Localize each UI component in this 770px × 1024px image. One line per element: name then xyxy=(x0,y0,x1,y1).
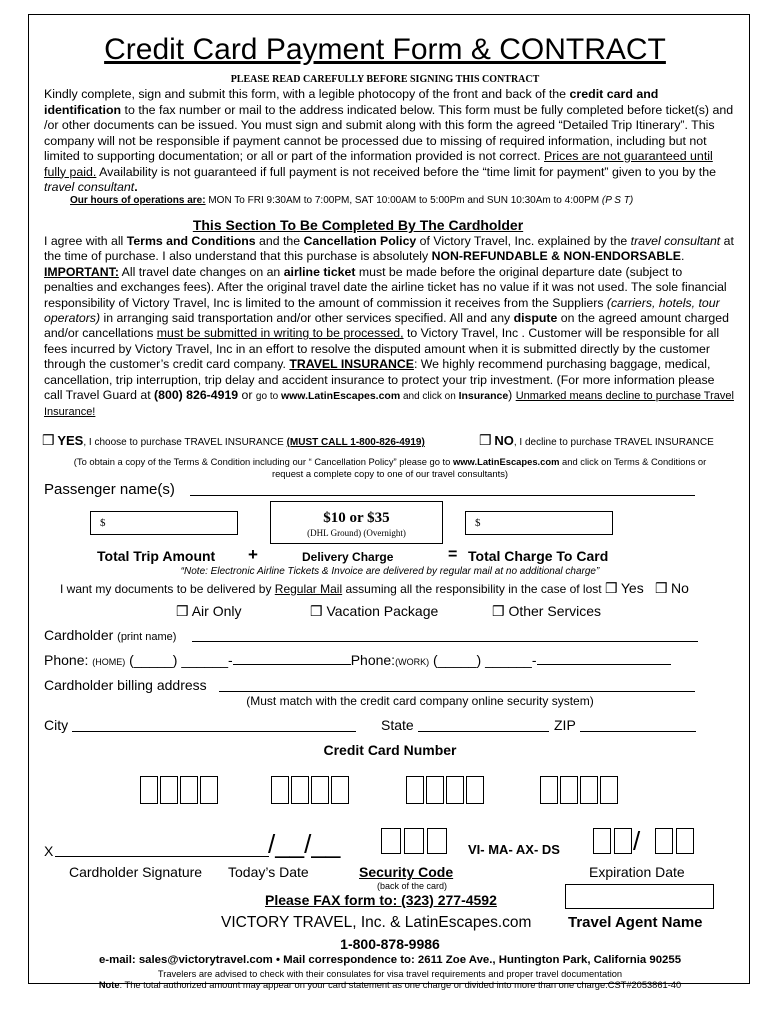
agreement-italic: travel consultant xyxy=(630,234,721,248)
signature-x: X xyxy=(44,843,54,859)
regular-mail-label: Regular Mail xyxy=(274,582,343,596)
agreement-text: of Victory Travel, Inc. explained by the xyxy=(416,234,631,248)
travel-agent-name-label: Travel Agent Name xyxy=(568,914,703,931)
total-trip-amount-field[interactable] xyxy=(90,511,238,535)
dollar-sign: $ xyxy=(100,517,106,529)
todays-date-label: Today’s Date xyxy=(228,864,309,880)
agreement-text: I agree with all xyxy=(44,234,127,248)
card-digit-box[interactable] xyxy=(180,776,198,804)
card-digit-box[interactable] xyxy=(466,776,484,804)
total-charge-label: Total Charge To Card xyxy=(468,548,609,564)
important-label: IMPORTANT: xyxy=(44,264,119,279)
work-area-code-field[interactable]: (_____) xyxy=(432,652,482,668)
insurance-no-option[interactable] xyxy=(479,432,714,449)
other-services-checkbox[interactable]: ❒ xyxy=(492,603,505,619)
passenger-name-field[interactable] xyxy=(190,495,695,496)
air-only-label: Air Only xyxy=(191,603,242,619)
visa-advice: Travelers are advised to check with their consulates for visa travel requirements and proper travel documentation xyxy=(157,969,623,979)
agreement-text: to Victory Travel, Inc . Customer will be responsible for all fees incurred by Victory Travel, Inc in an effort to resolve the disputed amount when it is submitted directly by the customer through the customer’s credit card company. xyxy=(44,326,720,372)
vacation-package-checkbox[interactable]: ❒ xyxy=(310,603,323,619)
agreement-text: go to xyxy=(255,391,281,403)
terms-link[interactable]: www.LatinEscapes.com xyxy=(452,456,560,467)
signature-field[interactable] xyxy=(55,856,255,857)
work-number-rule[interactable] xyxy=(537,664,671,665)
agreement-text: All travel date changes on an xyxy=(118,264,284,279)
email-address-line: e-mail: sales@victorytravel.com • Mail correspondence to: 2611 Zoe Ave., Huntington Park, California 90255 xyxy=(98,954,682,966)
cancellation-policy: Cancellation Policy xyxy=(303,234,417,248)
read-carefully-notice: PLEASE READ CAREFULLY BEFORE SIGNING THIS CONTRACT xyxy=(230,74,540,85)
agreement-text: must be made before the original departure date (subject to penalties and exchanges fees). After the original travel date the airline ticket has no value if it was not used. The sole financial responsibility of Victory Travel, Inc is limited to the amount of commission it receives from the Suppliers xyxy=(44,264,727,310)
security-code-label: Security Code xyxy=(359,864,454,880)
hours-label: Our hours of operations are: xyxy=(70,195,206,206)
delivery-options: (DHL Ground) (Overnight) xyxy=(307,528,406,538)
intro-text-italic: travel consultant xyxy=(44,180,135,194)
latinescapes-link[interactable]: www.LatinEscapes.com xyxy=(280,390,401,403)
terms-note-text: and click on Terms & Conditions or xyxy=(559,456,707,467)
plus-sign: + xyxy=(248,545,258,564)
yes-checkbox[interactable]: ❒ xyxy=(42,432,55,448)
hours-timezone: (P S T) xyxy=(601,195,634,206)
company-name: VICTORY TRAVEL, Inc. & LatinEscapes.com xyxy=(221,914,532,931)
card-digit-box[interactable] xyxy=(600,776,618,804)
home-number-field[interactable]: ______- xyxy=(181,652,233,668)
card-digit-box[interactable] xyxy=(291,776,309,804)
delivery-yes-checkbox[interactable]: ❒ xyxy=(604,580,618,596)
cardholder-text: Cardholder xyxy=(44,627,114,643)
work-number-field[interactable]: ______- xyxy=(485,652,537,668)
delivery-no-checkbox[interactable]: ❒ xyxy=(655,580,668,596)
form-code: CST#2053861-40 xyxy=(607,980,682,990)
insurance-yes-option[interactable] xyxy=(42,432,425,449)
card-digit-box[interactable] xyxy=(540,776,558,804)
non-refundable-notice: NON-REFUNDABLE & NON-ENDORSABLE xyxy=(431,249,681,264)
form-title: Credit Card Payment Form & CONTRACT xyxy=(104,33,666,66)
passenger-label: Passenger name(s) xyxy=(44,481,175,498)
credit-card-number-label: Credit Card Number xyxy=(323,742,457,758)
zip-label: ZIP xyxy=(554,717,576,733)
dispute-label: dispute xyxy=(513,311,558,326)
no-label: NO xyxy=(494,433,514,448)
delivery-yes-label: Yes xyxy=(620,580,644,596)
delivery-price: $10 or $35 xyxy=(323,510,390,526)
dollar-sign: $ xyxy=(475,517,481,529)
card-digit-box[interactable] xyxy=(560,776,578,804)
insurance-link[interactable]: Insurance xyxy=(458,390,509,403)
main-phone: 1-800-878-9986 xyxy=(340,936,440,952)
yes-text: , I choose to purchase TRAVEL INSURANCE xyxy=(83,437,287,448)
phone-label: Phone: xyxy=(44,652,89,668)
agreement-italic: (carriers, hotels, tour operators) xyxy=(44,295,720,326)
agreement-text: at the time of purchase. I also understand that this purchase is absolutely xyxy=(44,234,734,264)
intro-paragraph xyxy=(44,87,734,196)
date-month-field[interactable] xyxy=(255,856,269,857)
intro-period: . xyxy=(134,180,138,194)
terms-and-conditions: Terms and Conditions xyxy=(126,234,256,248)
section-title: This Section To Be Completed By The Cardholder xyxy=(192,217,524,233)
phone-work-label: Phone: xyxy=(350,652,396,668)
terms-note-text: (To obtain a copy of the Terms & Condition including our “ Cancellation Policy” please go to xyxy=(73,456,453,467)
card-digit-box[interactable] xyxy=(446,776,464,804)
no-checkbox[interactable]: ❒ xyxy=(479,432,492,448)
service-air-only[interactable] xyxy=(176,603,241,620)
delivery-charge-box[interactable] xyxy=(270,501,443,544)
airline-ticket-label: airline ticket xyxy=(283,264,356,279)
expiration-date-label: Expiration Date xyxy=(589,864,685,880)
delivery-charge-label: Delivery Charge xyxy=(302,550,394,564)
phone-home-row xyxy=(44,652,671,668)
must-call-number: (MUST CALL 1-800-826-4919) xyxy=(286,437,425,448)
security-code-hint: (back of the card) xyxy=(377,881,448,891)
card-digit-box[interactable] xyxy=(311,776,329,804)
billing-address-field[interactable] xyxy=(219,691,695,692)
equals-sign: = xyxy=(448,546,458,563)
agreement-paragraph xyxy=(44,234,734,421)
terms-note-line1 xyxy=(0,456,770,467)
total-charge-field[interactable] xyxy=(465,511,613,535)
cardholder-name-field[interactable] xyxy=(192,641,698,642)
travel-agent-name-field[interactable] xyxy=(565,884,714,909)
cardholder-label xyxy=(44,627,176,643)
card-digit-box[interactable] xyxy=(140,776,158,804)
service-vacation-package[interactable] xyxy=(310,603,438,620)
card-digit-box[interactable] xyxy=(406,776,424,804)
air-only-checkbox[interactable]: ❒ xyxy=(176,603,189,619)
expiration-digit-box[interactable] xyxy=(676,828,694,854)
agreement-underlined: must be submitted in writing to be processed, xyxy=(156,326,404,341)
home-area-code-field[interactable]: (_____) xyxy=(129,652,178,668)
delivery-no-label: No xyxy=(670,580,689,596)
card-digit-box[interactable] xyxy=(580,776,598,804)
expiration-digit-box[interactable] xyxy=(593,828,611,854)
travel-guard-phone: (800) 826-4919 xyxy=(154,388,239,403)
agreement-text: . xyxy=(680,249,685,264)
cardholder-signature-label: Cardholder Signature xyxy=(69,864,203,880)
agreement-text: ) xyxy=(508,388,516,403)
footer-note xyxy=(0,980,770,990)
billing-address-label: Cardholder billing address xyxy=(44,677,207,693)
card-digit-box[interactable] xyxy=(271,776,289,804)
other-services-label: Other Services xyxy=(508,603,602,619)
intro-text-2: to the fax number or mail to the address indicated below. This form must be fully completed before ticket(s) and /or other documents can be issued. You must sign and submit along with this form the agreed “Detailed Trip Itinerary”. This company will not be responsible if payment cannot be processed due to missing of required information, including but not limited to supporting documentation; or all or part of the information provided is not correct. xyxy=(44,102,734,163)
card-digit-box[interactable] xyxy=(200,776,218,804)
state-field[interactable] xyxy=(418,731,549,732)
hours-line xyxy=(70,195,633,206)
delivery-pref-text: assuming all the responsibility in the case of lost xyxy=(342,582,605,596)
footer-note-label: Note xyxy=(98,980,120,990)
expiration-digit-box[interactable] xyxy=(655,828,673,854)
agreement-text: and click on xyxy=(400,391,459,403)
state-label: State xyxy=(381,717,414,733)
yes-label: YES xyxy=(57,433,84,448)
date-slashes[interactable]: /__/__ xyxy=(268,829,341,859)
agreement-text: and the xyxy=(255,234,304,248)
home-number-rule[interactable] xyxy=(233,664,351,665)
intro-text-underlined: Prices are not guaranteed until fully paid. xyxy=(44,149,713,179)
security-code-digit-box[interactable] xyxy=(404,828,424,854)
total-trip-label: Total Trip Amount xyxy=(97,548,216,564)
delivery-pref-text: I want my documents to be delivered by xyxy=(60,582,275,596)
service-other[interactable] xyxy=(492,603,601,620)
city-label: City xyxy=(44,717,69,733)
card-digit-box[interactable] xyxy=(331,776,349,804)
security-code-digit-box[interactable] xyxy=(427,828,447,854)
terms-note-line2: request a complete copy to one of our travel consultants) xyxy=(271,468,509,479)
intro-text-bold: credit card and identification xyxy=(44,87,659,117)
billing-note: (Must match with the credit card company online security system) xyxy=(246,694,594,708)
home-label: (HOME) xyxy=(92,657,126,667)
expiration-digit-box[interactable] xyxy=(614,828,632,854)
agreement-text: : We highly recommend purchasing baggage, medical, cancellation, trip interruption, trip delay and accident insurance to protect your trip investment. (For more information please call Travel Guard at xyxy=(44,357,715,403)
eticket-note: “Note: Electronic Airline Tickets & Invoice are delivered by regular mail at no additional charge” xyxy=(180,566,600,577)
unmarked-decline-notice: Unmarked means decline to purchase Travel Insurance! xyxy=(44,390,734,419)
no-text: , I decline to purchase TRAVEL INSURANCE xyxy=(513,437,714,448)
city-field[interactable] xyxy=(72,731,356,732)
delivery-preference-line xyxy=(60,580,689,597)
footer-note-text: : The total authorized amount may appear on your card statement as one charge or divided into more than one charge. xyxy=(119,980,608,990)
card-digit-box[interactable] xyxy=(426,776,444,804)
security-code-digit-box[interactable] xyxy=(381,828,401,854)
agreement-text: in arranging said transportation and/or other services specified. All and any xyxy=(100,311,514,326)
vacation-package-label: Vacation Package xyxy=(326,603,439,619)
expiration-slash: / xyxy=(633,826,641,856)
work-label: (WORK) xyxy=(395,657,430,667)
card-types-label: VI- MA- AX- DS xyxy=(468,842,560,857)
agreement-text: or xyxy=(238,388,256,403)
hours-text: MON To FRI 9:30AM to 7:00PM, SAT 10:00AM to 5:00Pm and SUN 10:30Am to 4:00PM xyxy=(205,195,602,206)
travel-insurance-label: TRAVEL INSURANCE xyxy=(289,357,414,372)
intro-text-3: Availability is not guaranteed if full payment is not received before the “time limit for payment” given to you by the xyxy=(96,164,716,179)
zip-field[interactable] xyxy=(580,731,696,732)
intro-text-1: Kindly complete, sign and submit this form, with a legible photocopy of the front and back of the xyxy=(44,87,570,101)
card-digit-box[interactable] xyxy=(160,776,178,804)
agreement-text: on the agreed amount charged and/or cancellations xyxy=(44,311,729,341)
print-name-hint: (print name) xyxy=(117,631,177,643)
fax-instruction: Please FAX form to: (323) 277-4592 xyxy=(265,892,497,908)
